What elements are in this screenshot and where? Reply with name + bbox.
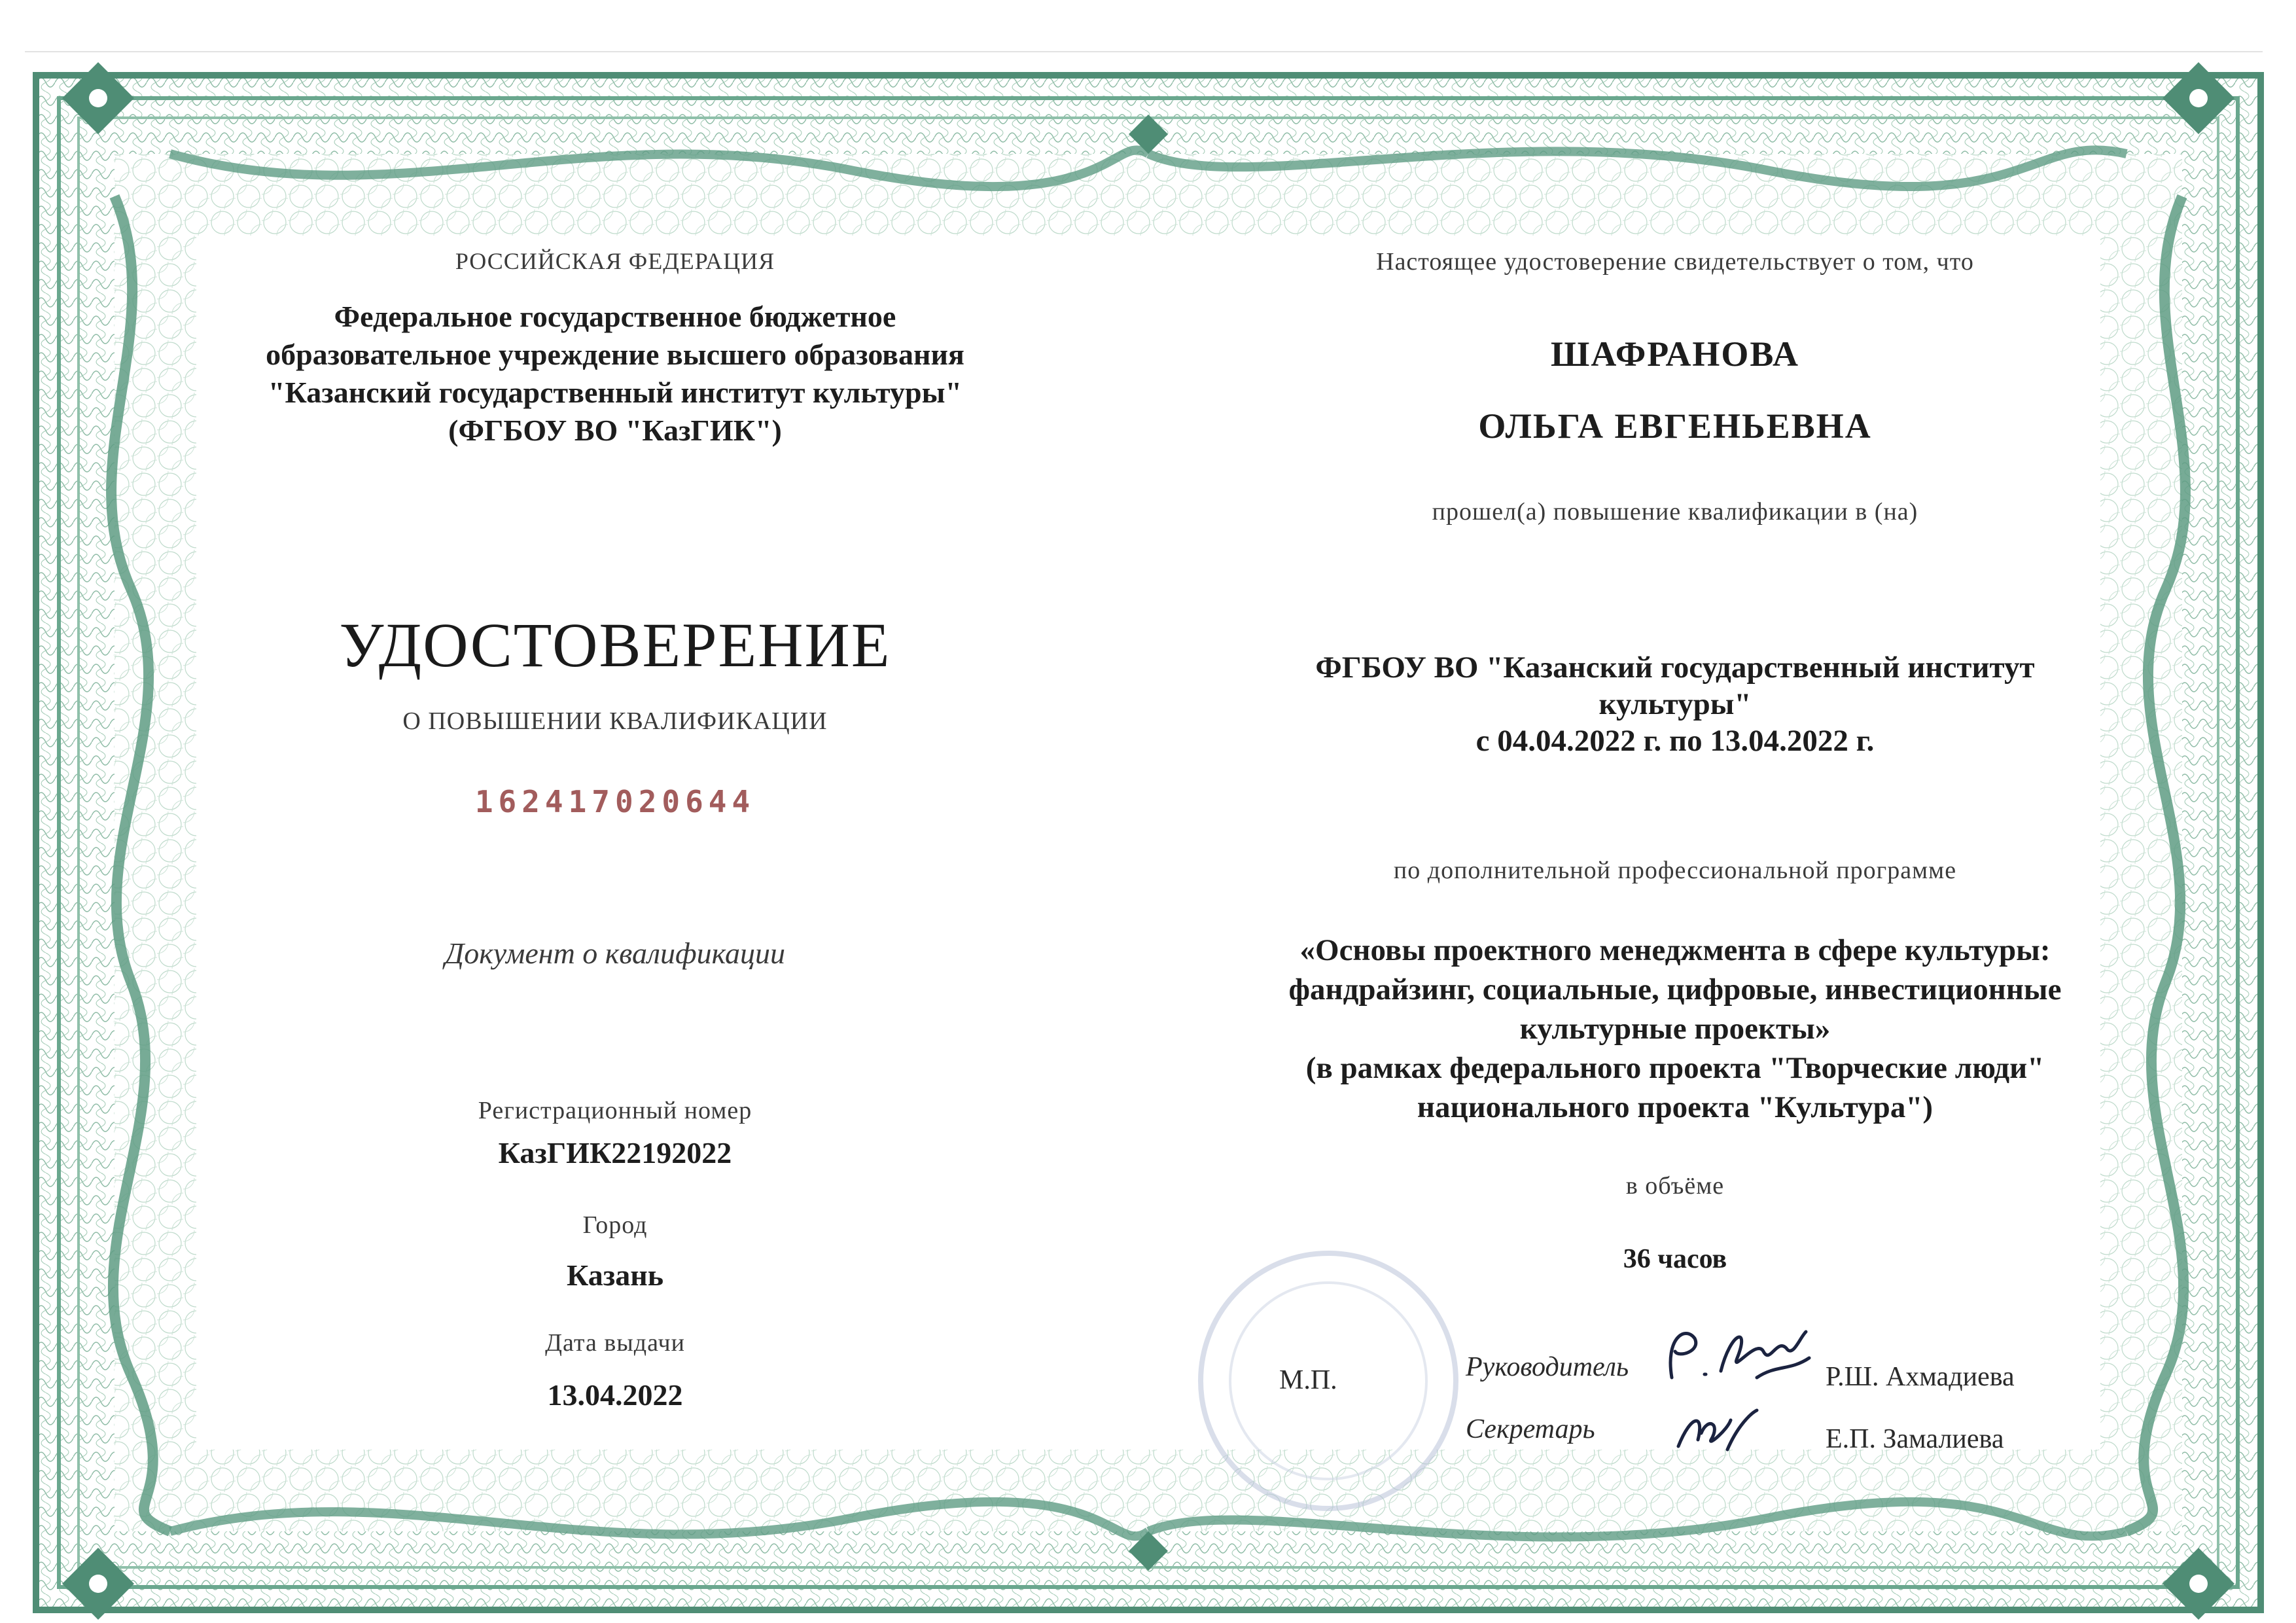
intro-text: Настоящее удостоверение свидетельствует о том, что xyxy=(1376,248,1974,276)
institution-line: образовательное учреждение высшего образования xyxy=(266,338,964,371)
volume-label: в объёме xyxy=(1625,1172,1725,1200)
city-label: Город xyxy=(582,1211,648,1239)
program-block xyxy=(1210,931,2140,1127)
document-title: УДОСТОВЕРЕНИЕ xyxy=(339,610,891,680)
issue-date-value: 13.04.2022 xyxy=(547,1378,683,1412)
program-label: по дополнительной профессиональной программе xyxy=(1393,857,1957,884)
secretary-signature-icon xyxy=(1672,1400,1763,1459)
serial-number: 162417020644 xyxy=(474,784,756,819)
recipient-surname: ШАФРАНОВА xyxy=(1551,334,1799,374)
institution-block xyxy=(196,298,1034,450)
stamp-label: М.П. xyxy=(1279,1365,1337,1395)
organization-line: культуры" xyxy=(1598,687,1752,721)
institution-line: (ФГБОУ ВО "КазГИК") xyxy=(448,414,782,447)
secretary-name: Е.П. Замалиева xyxy=(1826,1424,2004,1454)
country-name: РОССИЙСКАЯ ФЕДЕРАЦИЯ xyxy=(455,248,775,274)
head-name: Р.Ш. Ахмадиева xyxy=(1826,1362,2015,1392)
program-line: фандрайзинг, социальные, цифровые, инвестиционные xyxy=(1288,972,2062,1007)
program-line: (в рамках федерального проекта "Творческие люди" xyxy=(1305,1051,2045,1085)
head-signature-icon xyxy=(1659,1312,1816,1397)
volume-value: 36 часов xyxy=(1623,1244,1727,1274)
program-line: национального проекта "Культура") xyxy=(1417,1090,1934,1124)
recipient-given-names: ОЛЬГА ЕВГЕНЬЕВНА xyxy=(1478,406,1872,446)
head-role: Руководитель xyxy=(1466,1352,1629,1382)
program-line: «Основы проектного менеджмента в сфере культуры: xyxy=(1299,933,2051,967)
registration-label: Регистрационный номер xyxy=(478,1097,752,1124)
program-line: культурные проекты» xyxy=(1519,1012,1831,1046)
registration-number: КазГИК22192022 xyxy=(498,1136,732,1169)
document-subtitle: О ПОВЫШЕНИИ КВАЛИФИКАЦИИ xyxy=(402,707,828,735)
city-value: Казань xyxy=(566,1258,664,1292)
organization-block xyxy=(1210,648,2140,760)
training-period: с 04.04.2022 г. по 13.04.2022 г. xyxy=(1475,724,1875,758)
issue-date-label: Дата выдачи xyxy=(545,1329,685,1357)
passed-text: прошел(а) повышение квалификации в (на) xyxy=(1432,498,1918,526)
organization-line: ФГБОУ ВО "Казанский государственный институт xyxy=(1315,651,2035,685)
document-type: Документ о квалификации xyxy=(444,936,786,970)
secretary-role: Секретарь xyxy=(1466,1414,1595,1444)
institution-line: "Казанский государственный институт культуры" xyxy=(268,376,963,409)
institution-line: Федеральное государственное бюджетное xyxy=(334,300,896,333)
